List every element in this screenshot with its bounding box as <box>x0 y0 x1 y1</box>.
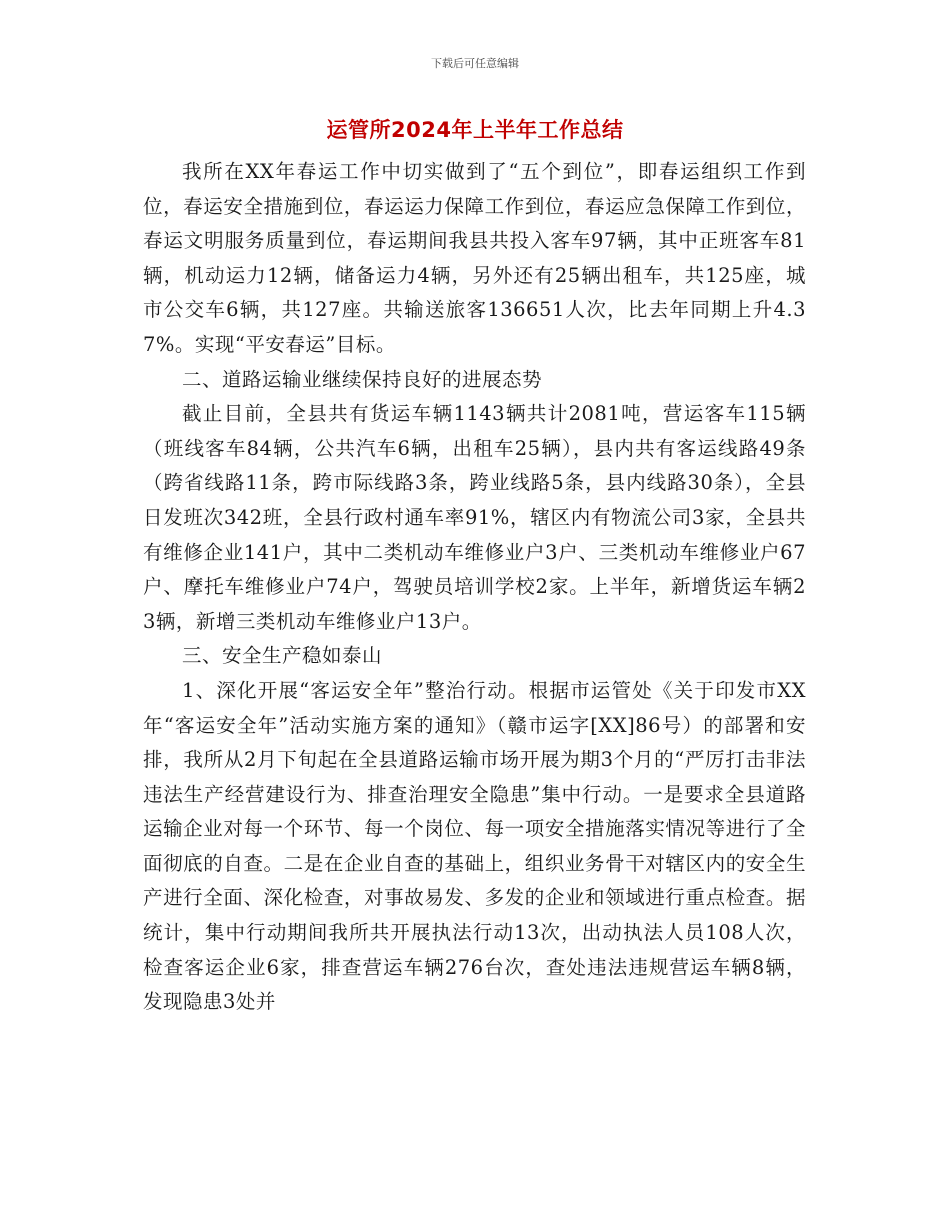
paragraph-safety-campaign: 1、深化开展“客运安全年”整治行动。根据市运管处《关于印发市XX年“客运安全年”活动实施方案的通知》（赣市运字[XX]86号）的部署和安排，我所从2月下旬起在全县道路运输市场开展为期3个月的“严厉打击非法违法生产经营建设行为、排查治理安全隐患”集中行动。一是要求全县道路运输企业对每一个环节、每一个岗位、每一项安全措施落实情况等进行了全面彻底的自查。二是在企业自查的基础上，组织业务骨干对辖区内的安全生产进行全面、深化检查，对事故易发、多发的企业和领域进行重点检查。据统计，集中行动期间我所共开展执法行动13次，出动执法人员108人次，检查客运企业6家，排查营运车辆276台次，查处违法违规营运车辆8辆，发现隐患3处并 <box>143 678 806 1014</box>
section-heading-2: 二、道路运输业继续保持良好的进展态势 <box>182 367 543 391</box>
section-heading-3: 三、安全生产稳如泰山 <box>182 644 383 668</box>
header-note: 下载后可任意编辑 <box>431 57 519 70</box>
document-title: 运管所2024年上半年工作总结 <box>326 118 624 142</box>
paragraph-road-transport-stats: 截止目前，全县共有货运车辆1143辆共计2081吨，营运客车115辆（班线客车84辆，公共汽车6辆，出租车25辆），县内共有客运线路49条（跨省线路11条，跨市际线路3条，跨业线路5条，县内线路30条），全县日发班次342班，全县行政村通车率91%，辖区内有物流公司3家，全县共有维修企业141户，其中二类机动车维修业户3户、三类机动车维修业户67户、摩托车维修业户74户，驾驶员培训学校2家。上半年，新增货运车辆23辆，新增三类机动车维修业户13户。 <box>143 402 806 633</box>
document-body <box>143 155 806 1020</box>
paragraph-spring-transport: 我所在XX年春运工作中切实做到了“五个到位”，即春运组织工作到位，春运安全措施到位，春运运力保障工作到位，春运应急保障工作到位，春运文明服务质量到位，春运期间我县共投入客车97辆，其中正班客车81辆，机动运力12辆，储备运力4辆，另外还有25辆出租车，共125座，城市公交车6辆，共127座。共输送旅客136651人次，比去年同期上升4.37%。实现“平安春运”目标。 <box>143 160 806 356</box>
